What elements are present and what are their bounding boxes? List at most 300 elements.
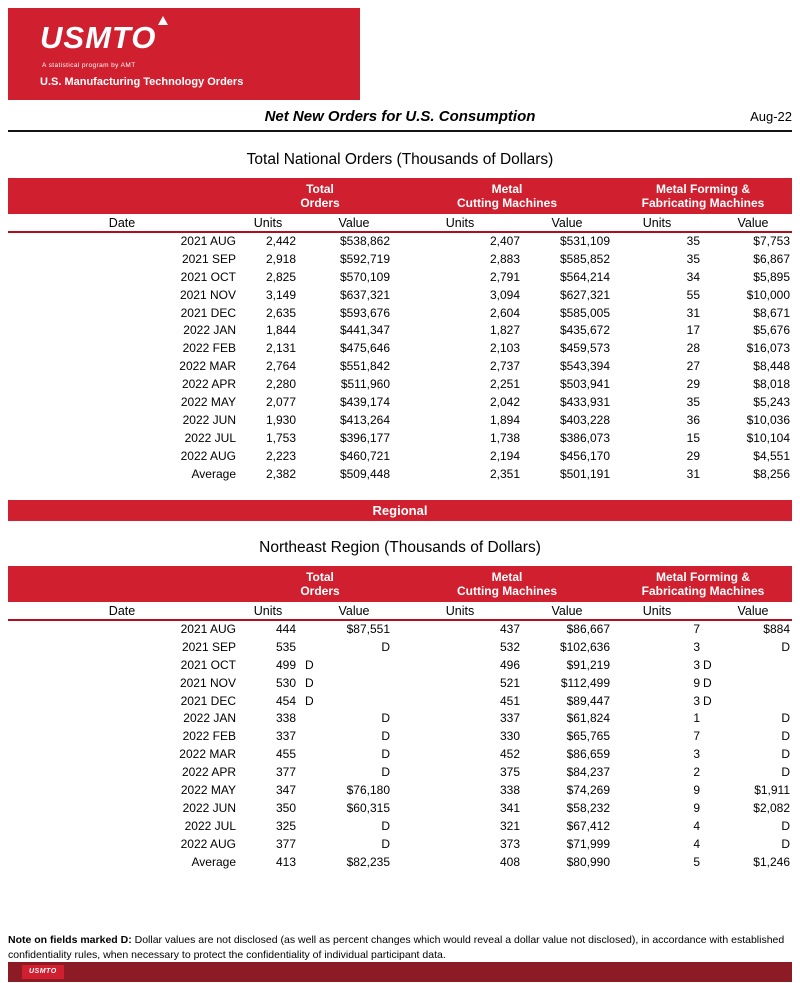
table-row [8, 305, 792, 323]
cell-metal-forming-units: 3 [693, 747, 700, 762]
cell-metal-cutting-value: $86,659 [566, 747, 610, 762]
cell-date: Average [191, 466, 236, 481]
table-row [8, 358, 792, 376]
note-label: Note on fields marked D: [8, 934, 132, 946]
note-text: Dollar values are not disclosed (as well as percent changes which would reveal a dollar value not disclosed), in accordance with established confidentiality rules, when necessary to protect the confidentiality of individual participant data. [8, 934, 785, 961]
cell-metal-forming-units: 4 [693, 818, 700, 833]
cell-metal-forming-units: 31 [686, 466, 700, 481]
cell-total-units: 499 [275, 657, 296, 672]
cell-metal-cutting-value: $67,412 [566, 818, 610, 833]
cell-total-value: $82,235 [346, 854, 390, 869]
cell-metal-cutting-units: 375 [499, 765, 520, 780]
cell-total-value: $551,842 [339, 359, 390, 374]
cell-total-value: $60,315 [346, 800, 390, 815]
cell-metal-forming-value: $10,000 [746, 287, 790, 302]
cell-metal-forming-units-flag [702, 376, 716, 394]
cell-metal-forming-units: 31 [686, 305, 700, 320]
col-header-value: Value [737, 216, 769, 230]
cell-date: 2021 SEP [181, 639, 236, 654]
cell-total-units-flag [304, 639, 318, 657]
cell-metal-forming-value [716, 693, 792, 711]
cell-metal-cutting-units: 341 [499, 800, 520, 815]
cell-total-value: D [381, 765, 390, 780]
cell-metal-cutting-value: $403,228 [559, 412, 610, 427]
cell-metal-forming-units: 1 [693, 711, 700, 726]
cell-metal-forming-units: 3 [693, 693, 700, 708]
cell-total-units-flag [304, 287, 318, 305]
cell-metal-forming-units-flag [702, 800, 716, 818]
cell-total-units: 2,077 [265, 395, 296, 410]
cell-metal-cutting-value: $58,232 [566, 800, 610, 815]
footer-usmto-logo: USMTO [22, 965, 64, 979]
cell-metal-cutting-units: 437 [499, 622, 520, 636]
cell-metal-cutting-units: 1,738 [489, 430, 520, 445]
cell-metal-cutting-units: 2,251 [489, 377, 520, 392]
table-row [8, 394, 792, 412]
cell-metal-cutting-value: $585,005 [559, 305, 610, 320]
cell-metal-forming-units-flag [702, 322, 716, 340]
table-row [8, 675, 792, 693]
cell-total-units: 454 [275, 693, 296, 708]
cell-metal-cutting-value: $456,170 [559, 448, 610, 463]
cell-metal-forming-value: D [781, 836, 790, 851]
col-header-units: Units [445, 216, 475, 230]
cell-metal-forming-units-flag [702, 836, 716, 854]
cell-metal-forming-value: $2,082 [753, 800, 790, 815]
col-header-date: Date [108, 216, 136, 230]
usmto-logo: USMTO [40, 20, 157, 55]
cell-metal-forming-units: 9 [693, 675, 700, 690]
cell-metal-cutting-units: 3,094 [489, 287, 520, 302]
cell-metal-cutting-value: $627,321 [559, 287, 610, 302]
cell-total-units: 338 [275, 711, 296, 726]
cell-metal-forming-units-flag [702, 233, 716, 251]
header-brand-block [8, 8, 360, 100]
table-row [8, 746, 792, 764]
cell-total-value: D [381, 711, 390, 726]
cell-metal-forming-units: 15 [686, 430, 700, 445]
cell-metal-forming-value: $1,911 [754, 783, 790, 798]
cell-total-units-flag [304, 764, 318, 782]
table-row [8, 657, 792, 675]
cell-total-units-flag [304, 322, 318, 340]
document-title: Net New Orders for U.S. Consumption [264, 108, 536, 125]
cell-date: 2022 AUG [180, 448, 236, 463]
cell-metal-forming-value: D [781, 711, 790, 726]
cell-total-value: $439,174 [339, 395, 390, 410]
cell-date: 2022 JAN [183, 711, 236, 726]
cell-metal-cutting-units: 321 [499, 818, 520, 833]
cell-metal-forming-units-flag [702, 728, 716, 746]
cell-total-units: 325 [275, 818, 296, 833]
cell-date: 2022 MAR [179, 359, 236, 374]
cell-metal-forming-units-flag [702, 854, 716, 872]
table-row [8, 412, 792, 430]
disclosure-note [8, 933, 792, 962]
cell-date: Average [191, 854, 236, 869]
cell-total-units-flag [304, 269, 318, 287]
footer-bar [8, 962, 792, 982]
cell-metal-cutting-units: 521 [499, 675, 520, 690]
cell-total-units: 2,382 [265, 466, 296, 481]
cell-total-units-flag [304, 430, 318, 448]
col-header-units: Units [253, 216, 283, 230]
cell-metal-forming-units: 27 [686, 359, 700, 374]
cell-metal-forming-value: D [781, 818, 790, 833]
cell-total-units: 2,442 [265, 234, 296, 248]
cell-metal-cutting-value: $71,999 [566, 836, 610, 851]
col-header-units: Units [445, 604, 475, 618]
cell-metal-forming-units-flag [702, 340, 716, 358]
col-header-units: Units [253, 604, 283, 618]
cell-metal-forming-value [716, 675, 792, 693]
column-header-row [8, 214, 792, 233]
cell-total-value [318, 693, 400, 711]
cell-metal-cutting-units: 408 [499, 854, 520, 869]
cell-total-value: $538,862 [339, 234, 390, 248]
cell-total-value: $509,448 [339, 466, 390, 481]
cell-metal-forming-units: 36 [686, 412, 700, 427]
cell-metal-cutting-value: $84,237 [566, 765, 610, 780]
table-row [8, 764, 792, 782]
cell-date: 2022 JAN [183, 323, 236, 338]
cell-total-units: 1,930 [265, 412, 296, 427]
cell-metal-forming-units: 9 [693, 783, 700, 798]
cell-metal-cutting-units: 2,737 [489, 359, 520, 374]
cell-total-value: D [381, 729, 390, 744]
cell-metal-forming-units-flag [702, 639, 716, 657]
cell-metal-cutting-units: 2,883 [489, 251, 520, 266]
cell-metal-cutting-value: $74,269 [566, 783, 610, 798]
cell-metal-forming-value: $8,256 [753, 466, 790, 481]
cell-metal-cutting-value: $386,073 [559, 430, 610, 445]
cell-metal-cutting-units: 452 [499, 747, 520, 762]
cell-metal-forming-value: $5,243 [753, 395, 790, 410]
table-body [8, 621, 792, 871]
cell-metal-forming-units: 29 [686, 448, 700, 463]
group-header-bar [8, 566, 792, 602]
cell-total-value: $593,676 [339, 305, 390, 320]
northeast-region-table [8, 530, 792, 871]
cell-metal-forming-units: 7 [693, 729, 700, 744]
cell-total-value: D [381, 836, 390, 851]
cell-total-units-flag [304, 376, 318, 394]
cell-metal-forming-units-flag [702, 287, 716, 305]
cell-total-units-flag [304, 466, 318, 484]
cell-metal-forming-units: 35 [686, 234, 700, 248]
cell-metal-forming-units: 35 [686, 251, 700, 266]
cell-date: 2021 AUG [180, 234, 236, 248]
group-header-metal-cutting: Metal Cutting Machines [456, 570, 557, 598]
cell-total-units-flag [304, 800, 318, 818]
cell-metal-cutting-value: $501,191 [559, 466, 610, 481]
cell-metal-forming-units-flag: D [703, 693, 712, 708]
cell-date: 2022 JUN [182, 800, 236, 815]
cell-metal-forming-units-flag [702, 448, 716, 466]
table-row [8, 287, 792, 305]
cell-date: 2021 DEC [180, 693, 236, 708]
cell-metal-forming-units: 3 [693, 657, 700, 672]
table-title: Total National Orders (Thousands of Dollars) [246, 151, 554, 168]
cell-total-units-flag: D [305, 675, 314, 690]
cell-total-units-flag [304, 728, 318, 746]
cell-total-units: 530 [275, 675, 296, 690]
cell-metal-forming-units: 5 [693, 854, 700, 869]
cell-metal-cutting-value: $433,931 [559, 395, 610, 410]
cell-metal-cutting-units: 2,042 [489, 395, 520, 410]
table-row [8, 376, 792, 394]
cell-metal-cutting-value: $459,573 [559, 341, 610, 356]
cell-metal-cutting-value: $112,499 [560, 675, 610, 690]
cell-metal-forming-value: $8,671 [753, 305, 790, 320]
group-header-bar [8, 178, 792, 214]
cell-metal-forming-value: $1,246 [753, 854, 790, 869]
average-row [8, 854, 792, 872]
table-row [8, 322, 792, 340]
cell-total-units: 535 [275, 639, 296, 654]
table-row [8, 800, 792, 818]
col-header-units: Units [642, 216, 672, 230]
cell-metal-forming-value: $884 [763, 622, 790, 636]
cell-total-units: 2,635 [265, 305, 296, 320]
cell-metal-cutting-value: $80,990 [566, 854, 610, 869]
cell-total-units: 2,825 [265, 269, 296, 284]
cell-metal-cutting-units: 2,351 [489, 466, 520, 481]
col-header-value: Value [338, 216, 370, 230]
cell-metal-cutting-units: 2,103 [489, 341, 520, 356]
cell-metal-forming-units-flag [702, 466, 716, 484]
cell-total-units-flag [304, 621, 318, 639]
cell-metal-forming-units-flag [702, 251, 716, 269]
cell-total-units: 455 [275, 747, 296, 762]
cell-metal-forming-units-flag [702, 710, 716, 728]
cell-total-units-flag [304, 818, 318, 836]
col-spacer [702, 602, 716, 619]
cell-total-units-flag [304, 412, 318, 430]
cell-total-units: 2,223 [265, 448, 296, 463]
cell-total-value: $441,347 [339, 323, 390, 338]
cell-total-value [318, 675, 400, 693]
cell-metal-cutting-units: 1,827 [489, 323, 520, 338]
cell-metal-forming-units-flag: D [703, 657, 712, 672]
cell-metal-forming-units: 34 [686, 269, 700, 284]
cell-metal-forming-value: $4,551 [753, 448, 790, 463]
cell-total-units-flag: D [305, 693, 314, 708]
report-period: Aug-22 [750, 109, 792, 124]
col-header-value: Value [551, 216, 583, 230]
cell-metal-cutting-value: $86,667 [566, 622, 610, 636]
table-row [8, 430, 792, 448]
cell-metal-cutting-value: $65,765 [566, 729, 610, 744]
col-header-value: Value [737, 604, 769, 618]
table-row [8, 728, 792, 746]
col-spacer [304, 214, 318, 231]
cell-date: 2022 JUN [182, 412, 236, 427]
cell-total-units-flag [304, 305, 318, 323]
cell-metal-forming-units-flag [702, 818, 716, 836]
cell-total-value: $511,960 [340, 377, 390, 392]
cell-metal-cutting-units: 532 [499, 639, 520, 654]
cell-date: 2021 OCT [180, 269, 236, 284]
cell-metal-forming-value: D [781, 729, 790, 744]
cell-metal-cutting-units: 451 [499, 693, 520, 708]
cell-metal-cutting-units: 496 [499, 657, 520, 672]
cell-date: 2021 AUG [180, 622, 236, 636]
table-row [8, 693, 792, 711]
cell-total-units-flag [304, 233, 318, 251]
cell-total-value: D [381, 818, 390, 833]
cell-metal-cutting-units: 2,194 [489, 448, 520, 463]
group-header-total-orders: Total Orders [300, 182, 340, 210]
cell-date: 2022 MAY [180, 783, 236, 798]
cell-metal-forming-units-flag [702, 621, 716, 639]
cell-metal-forming-units-flag [702, 430, 716, 448]
cell-metal-forming-units: 4 [693, 836, 700, 851]
cell-metal-forming-units-flag [702, 269, 716, 287]
col-header-value: Value [338, 604, 370, 618]
national-orders-table [8, 142, 792, 483]
cell-total-units: 377 [275, 765, 296, 780]
table-row [8, 233, 792, 251]
cell-metal-forming-value: $6,867 [753, 251, 790, 266]
cell-total-value: $637,321 [339, 287, 390, 302]
cell-total-units-flag [304, 358, 318, 376]
cell-metal-forming-units: 35 [686, 395, 700, 410]
table-row [8, 621, 792, 639]
cell-date: 2022 FEB [182, 341, 236, 356]
cell-metal-forming-units: 55 [686, 287, 700, 302]
cell-metal-cutting-units: 330 [499, 729, 520, 744]
cell-date: 2022 AUG [180, 836, 236, 851]
cell-total-value: $396,177 [339, 430, 390, 445]
table-row [8, 836, 792, 854]
cell-total-units-flag: D [305, 657, 314, 672]
cell-metal-forming-units-flag [702, 764, 716, 782]
cell-date: 2021 SEP [181, 251, 236, 266]
cell-metal-forming-value: $10,104 [746, 430, 790, 445]
cell-metal-forming-units-flag [702, 782, 716, 800]
table-row [8, 269, 792, 287]
cell-metal-forming-value: $8,018 [753, 377, 790, 392]
table-row [8, 818, 792, 836]
cell-metal-forming-units-flag [702, 746, 716, 764]
table-row [8, 448, 792, 466]
cell-metal-forming-units: 2 [693, 765, 700, 780]
average-row [8, 466, 792, 484]
logo-arrow-icon [158, 16, 168, 25]
table-row [8, 710, 792, 728]
cell-metal-forming-value: D [781, 765, 790, 780]
cell-total-value: $570,109 [339, 269, 390, 284]
cell-metal-cutting-units: 337 [499, 711, 520, 726]
table-row [8, 639, 792, 657]
table-title: Northeast Region (Thousands of Dollars) [259, 539, 541, 556]
cell-metal-forming-value: D [781, 639, 790, 654]
cell-metal-cutting-value: $102,636 [559, 639, 610, 654]
cell-metal-cutting-units: 1,894 [489, 412, 520, 427]
col-header-units: Units [642, 604, 672, 618]
cell-total-units: 350 [275, 800, 296, 815]
cell-metal-forming-units: 29 [686, 377, 700, 392]
cell-total-value: D [381, 639, 390, 654]
cell-metal-cutting-value: $585,852 [559, 251, 610, 266]
table-row [8, 782, 792, 800]
cell-total-units-flag [304, 448, 318, 466]
cell-metal-cutting-value: $91,219 [566, 657, 610, 672]
col-spacer [304, 602, 318, 619]
cell-date: 2022 MAY [180, 395, 236, 410]
cell-metal-forming-value: $5,895 [753, 269, 790, 284]
cell-metal-forming-value: $8,448 [753, 359, 790, 374]
cell-date: 2021 DEC [180, 305, 236, 320]
group-header-metal-cutting: Metal Cutting Machines [456, 182, 557, 210]
cell-metal-forming-units: 3 [693, 639, 700, 654]
cell-total-units: 2,918 [265, 251, 296, 266]
cell-metal-cutting-value: $543,394 [559, 359, 610, 374]
group-header-metal-forming: Metal Forming & Fabricating Machines [641, 570, 765, 598]
cell-total-units-flag [304, 782, 318, 800]
group-header-total-orders: Total Orders [300, 570, 340, 598]
cell-metal-forming-value: D [781, 747, 790, 762]
cell-total-value [318, 657, 400, 675]
cell-total-units: 337 [275, 729, 296, 744]
regional-banner: Regional [8, 500, 792, 521]
cell-metal-cutting-value: $89,447 [566, 693, 610, 708]
cell-total-units: 1,844 [265, 323, 296, 338]
cell-total-units: 2,131 [265, 341, 296, 356]
cell-total-units-flag [304, 710, 318, 728]
cell-total-units-flag [304, 746, 318, 764]
cell-metal-cutting-units: 373 [499, 836, 520, 851]
cell-metal-cutting-value: $435,672 [559, 323, 610, 338]
cell-date: 2021 NOV [179, 287, 236, 302]
cell-metal-cutting-units: 2,791 [489, 269, 520, 284]
cell-total-units: 3,149 [265, 287, 296, 302]
cell-date: 2021 OCT [180, 657, 236, 672]
cell-total-units-flag [304, 251, 318, 269]
cell-total-units: 377 [275, 836, 296, 851]
table-row [8, 251, 792, 269]
cell-total-units: 1,753 [265, 430, 296, 445]
program-name: U.S. Manufacturing Technology Orders [40, 76, 244, 88]
cell-metal-forming-value: $5,676 [753, 323, 790, 338]
cell-date: 2022 MAR [179, 747, 236, 762]
cell-total-value: D [381, 747, 390, 762]
col-header-date: Date [108, 604, 136, 618]
cell-metal-cutting-units: 2,604 [489, 305, 520, 320]
cell-metal-cutting-value: $503,941 [559, 377, 610, 392]
cell-total-value: $592,719 [339, 251, 390, 266]
cell-total-units: 347 [275, 783, 296, 798]
cell-metal-forming-units: 9 [693, 800, 700, 815]
cell-total-units-flag [304, 836, 318, 854]
cell-total-value: $76,180 [346, 783, 390, 798]
cell-metal-forming-units-flag [702, 305, 716, 323]
col-header-value: Value [551, 604, 583, 618]
cell-metal-forming-units-flag [702, 394, 716, 412]
col-spacer [702, 214, 716, 231]
cell-metal-forming-value: $16,073 [746, 341, 790, 356]
cell-metal-cutting-units: 338 [499, 783, 520, 798]
cell-metal-cutting-units: 2,407 [489, 234, 520, 248]
cell-metal-forming-units: 17 [686, 323, 700, 338]
cell-total-units: 2,764 [265, 359, 296, 374]
cell-total-value: $87,551 [346, 622, 390, 636]
cell-metal-cutting-value: $61,824 [566, 711, 610, 726]
cell-total-value: $460,721 [339, 448, 390, 463]
cell-metal-forming-value [716, 657, 792, 675]
cell-metal-forming-units: 28 [686, 341, 700, 356]
